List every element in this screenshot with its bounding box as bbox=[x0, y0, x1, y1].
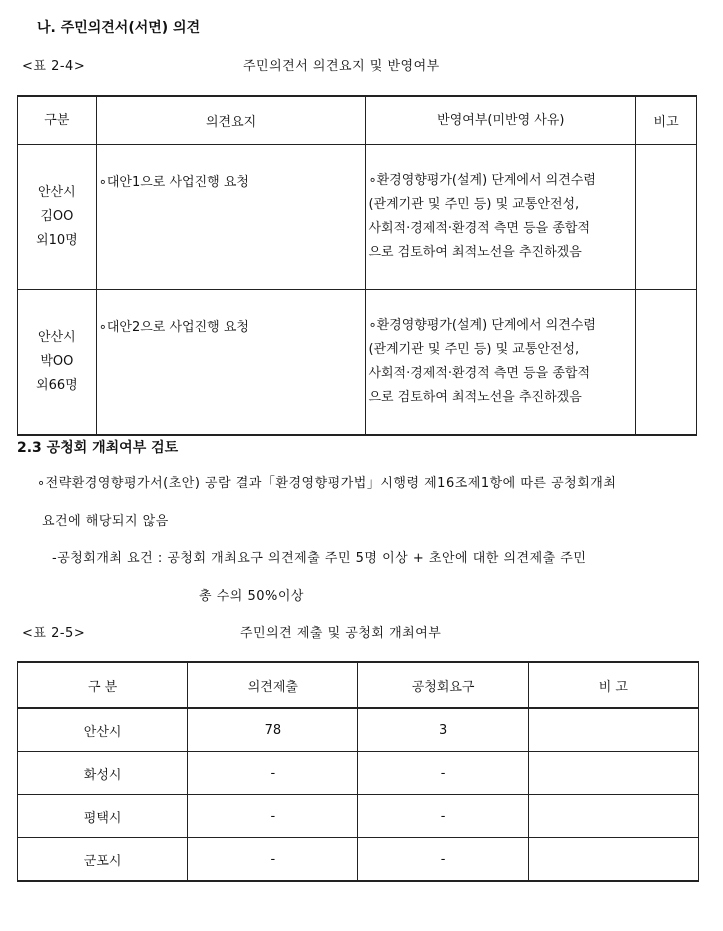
table-row bbox=[18, 145, 697, 290]
response-cell bbox=[366, 145, 636, 290]
response-line: (관계기관 및 주민 등) 및 교통안전성, bbox=[368, 197, 580, 212]
table1-caption: 주민의견서 의견요지 및 반영여부 bbox=[243, 59, 440, 74]
response-cell bbox=[366, 290, 636, 436]
opinion-cell: ∘대안2으로 사업진행 요청 bbox=[96, 290, 366, 436]
header-cell: 구분 bbox=[18, 96, 97, 145]
table-row bbox=[18, 795, 699, 838]
header-cell: 공청회요구 bbox=[358, 662, 528, 708]
header-cell: 의견제출 bbox=[188, 662, 358, 708]
paragraph-line: -공청회개최 요건 : 공청회 개최요구 의견제출 주민 5명 이상 + 초안에 대한 의견제출 주민 bbox=[52, 551, 587, 566]
table-row bbox=[18, 290, 697, 436]
submitted-cell: 78 bbox=[188, 708, 358, 752]
response-line: ∘환경영향평가(설계) 단계에서 의견수렴 bbox=[368, 318, 596, 333]
group-city: 안산시 bbox=[38, 330, 76, 345]
table-header-row bbox=[18, 662, 699, 708]
note-cell bbox=[636, 290, 697, 436]
group-cell bbox=[18, 145, 97, 290]
table-header-row bbox=[18, 96, 697, 145]
paragraph-line: ∘전략환경영향평가서(초안) 공람 결과「환경영향평가법」시행령 제16조제1항에 따른 공청회개최 bbox=[37, 476, 617, 491]
city-cell: 화성시 bbox=[18, 752, 188, 795]
city-cell: 안산시 bbox=[18, 708, 188, 752]
header-cell: 비고 bbox=[636, 96, 697, 145]
response-line: 으로 검토하여 최적노선을 추진하겠음 bbox=[368, 245, 582, 260]
group-city: 안산시 bbox=[38, 185, 76, 200]
note-cell bbox=[528, 752, 698, 795]
response-line: 사회적·경제적·환경적 측면 등을 종합적 bbox=[368, 366, 591, 381]
response-line: 사회적·경제적·환경적 측면 등을 종합적 bbox=[368, 221, 591, 236]
table2-label: <표 2-5> bbox=[22, 626, 86, 641]
group-person: 박OO bbox=[40, 354, 74, 369]
response-line: 으로 검토하여 최적노선을 추진하겠음 bbox=[368, 390, 582, 405]
submitted-cell: - bbox=[188, 795, 358, 838]
opinion-summary-table bbox=[17, 95, 697, 436]
hearing-request-table bbox=[17, 661, 699, 882]
hearing-request-cell: - bbox=[358, 752, 528, 795]
table-row bbox=[18, 708, 699, 752]
table2-caption: 주민의견 제출 및 공청회 개최여부 bbox=[240, 626, 442, 641]
hearing-request-cell: - bbox=[358, 838, 528, 882]
header-cell: 반영여부(미반영 사유) bbox=[366, 96, 636, 145]
note-cell bbox=[528, 795, 698, 838]
header-cell: 비 고 bbox=[528, 662, 698, 708]
paragraph-line: 요건에 해당되지 않음 bbox=[42, 514, 169, 529]
hearing-request-cell: 3 bbox=[358, 708, 528, 752]
submitted-cell: - bbox=[188, 752, 358, 795]
header-cell: 의견요지 bbox=[96, 96, 366, 145]
response-line: ∘환경영향평가(설계) 단계에서 의견수렴 bbox=[368, 173, 596, 188]
city-cell: 군포시 bbox=[18, 838, 188, 882]
table-row bbox=[18, 752, 699, 795]
submitted-cell: - bbox=[188, 838, 358, 882]
response-line: (관계기관 및 주민 등) 및 교통안전성, bbox=[368, 342, 580, 357]
note-cell bbox=[528, 708, 698, 752]
section-23-heading: 2.3 공청회 개최여부 검토 bbox=[17, 440, 179, 456]
table-row bbox=[18, 838, 699, 882]
note-cell bbox=[636, 145, 697, 290]
header-cell: 구 분 bbox=[18, 662, 188, 708]
table1-label: <표 2-4> bbox=[22, 59, 86, 74]
paragraph-line: 총 수의 50%이상 bbox=[199, 589, 304, 604]
section-na-heading: 나. 주민의견서(서면) 의견 bbox=[37, 20, 201, 36]
note-cell bbox=[528, 838, 698, 882]
group-count: 외66명 bbox=[36, 378, 78, 393]
hearing-request-cell: - bbox=[358, 795, 528, 838]
group-cell bbox=[18, 290, 97, 436]
city-cell: 평택시 bbox=[18, 795, 188, 838]
group-count: 외10명 bbox=[36, 233, 78, 248]
opinion-cell: ∘대안1으로 사업진행 요청 bbox=[96, 145, 366, 290]
group-person: 김OO bbox=[40, 209, 74, 224]
